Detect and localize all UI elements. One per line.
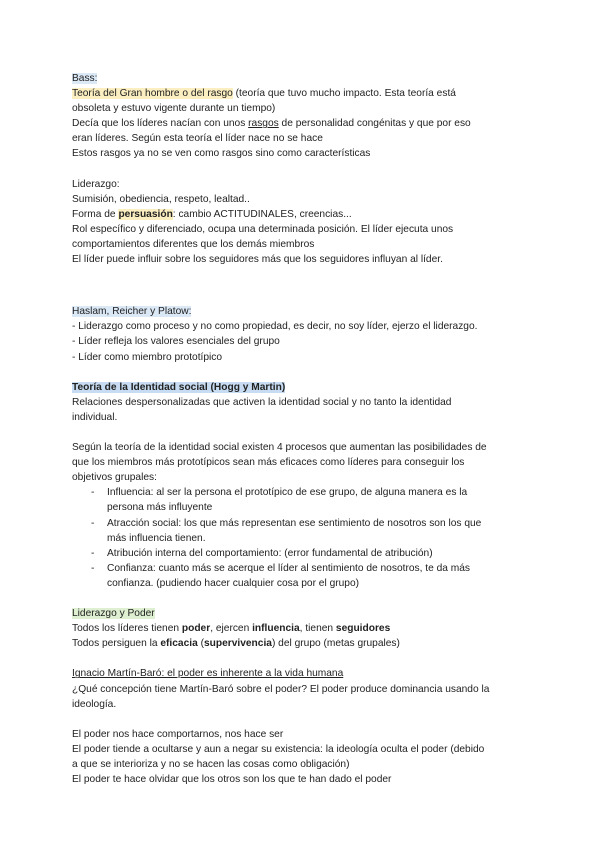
gran-hombre-line: Teoría del Gran hombre o del rasgo (teoría que tuvo mucho impacto. Esta teoría está xyxy=(72,88,456,100)
rasgos-line: Decía que los líderes nacían con unos rasgos de personalidad congénitas y que por eso xyxy=(72,118,471,130)
text-line: Sumisión, obediencia, respeto, lealtad.. xyxy=(72,193,250,205)
text-line: a que se interioriza y no se hacen las cosas como obligación) xyxy=(72,759,350,771)
persuasion-bold: persuasión xyxy=(118,208,173,220)
dash-bullet: - xyxy=(91,517,95,529)
dash-bullet: - xyxy=(91,562,95,574)
poder-line: Todos los líderes tienen poder, ejercen influencia, tienen seguidores xyxy=(72,623,391,635)
liderazgo-heading: Liderazgo: xyxy=(72,178,120,190)
text-line: comportamientos diferentes que los demás miembros xyxy=(72,239,315,251)
spacer xyxy=(72,425,542,440)
text-line: que los miembros más prototípicos sean más eficaces como líderes para conseguir los xyxy=(72,457,465,469)
text-line: Rol específico y diferenciado, ocupa una determinada posición. El líder ejecuta unos xyxy=(72,223,454,235)
eficacia-line: Todos persiguen la eficacia (supervivencia) del grupo (metas grupales) xyxy=(72,638,400,650)
list-item: - Líder refleja los valores esenciales del grupo xyxy=(72,336,280,348)
text-line: obsoleta y estuvo vigente durante un tiempo) xyxy=(72,103,276,115)
text-line: objetivos grupales: xyxy=(72,472,157,484)
text-line: Relaciones despersonalizadas que activen la identidad social y no tanto la identidad xyxy=(72,396,452,408)
list-item-confianza: - Confianza: cuanto más se acerque el líder al sentimiento de nosotros, te da más confianza. (pudiendo hacer cualquier cosa por el grupo) xyxy=(91,562,470,589)
list-item-atribucion: - Atribución interna del comportamiento: (error fundamental de atribución) xyxy=(72,546,542,561)
list-item-influencia: - Influencia: al ser la persona el prototípico de ese grupo, de alguna manera es la persona más influyente xyxy=(91,487,468,514)
text-line: eran líderes. Según esta teoría el líder nace no se hace xyxy=(72,133,323,145)
martin-baro-heading: Ignacio Martín-Baró: el poder es inherente a la vida humana xyxy=(72,668,344,680)
persuasion-line: Forma de persuasión: cambio ACTITUDINALES, creencias... xyxy=(72,208,352,220)
list-item-atraccion: - Atracción social: los que más representan ese sentimiento de nosotros son los que más influencia tienen. xyxy=(91,517,482,544)
text-line: Estos rasgos ya no se ven como rasgos sino como características xyxy=(72,148,371,160)
list-item: - Líder como miembro prototípico xyxy=(72,351,223,363)
list-item: - Liderazgo como proceso y no como propiedad, es decir, no soy líder, ejerzo el liderazgo. xyxy=(72,321,478,333)
spacer xyxy=(72,365,542,380)
text-line: Según la teoría de la identidad social existen 4 procesos que aumentan las posibilidades de xyxy=(72,442,487,454)
spacer xyxy=(72,591,542,606)
dash-bullet: - xyxy=(91,547,95,559)
text-line: El líder puede influir sobre los seguidores más que los seguidores influyan al líder. xyxy=(72,254,443,266)
haslam-heading: Haslam, Reicher y Platow: xyxy=(72,306,192,318)
spacer xyxy=(72,162,542,177)
spacer xyxy=(72,267,542,304)
text-line: individual. xyxy=(72,411,118,423)
text-line: El poder te hace olvidar que los otros son los que te han dado el poder xyxy=(72,774,392,786)
gran-hombre-highlight: Teoría del Gran hombre o del rasgo xyxy=(72,88,233,100)
text-line: ideología. xyxy=(72,698,117,710)
document-body xyxy=(72,71,542,787)
liderazgo-poder-heading: Liderazgo y Poder xyxy=(72,608,155,620)
text-line: ¿Qué concepción tiene Martín-Baró sobre el poder? El poder produce dominancia usando la xyxy=(72,683,490,695)
bass-heading: Bass: xyxy=(72,73,98,84)
identidad-social-heading: Teoría de la Identidad social (Hogg y Martin) xyxy=(72,381,286,393)
spacer xyxy=(72,651,542,666)
dash-bullet: - xyxy=(91,487,95,499)
spacer xyxy=(72,712,542,727)
text-line: El poder tiende a ocultarse y aun a negar su existencia: la ideología oculta el poder (debido xyxy=(72,743,485,755)
text-line: El poder nos hace comportarnos, nos hace ser xyxy=(72,728,284,740)
rasgos-underlined: rasgos xyxy=(248,118,279,130)
